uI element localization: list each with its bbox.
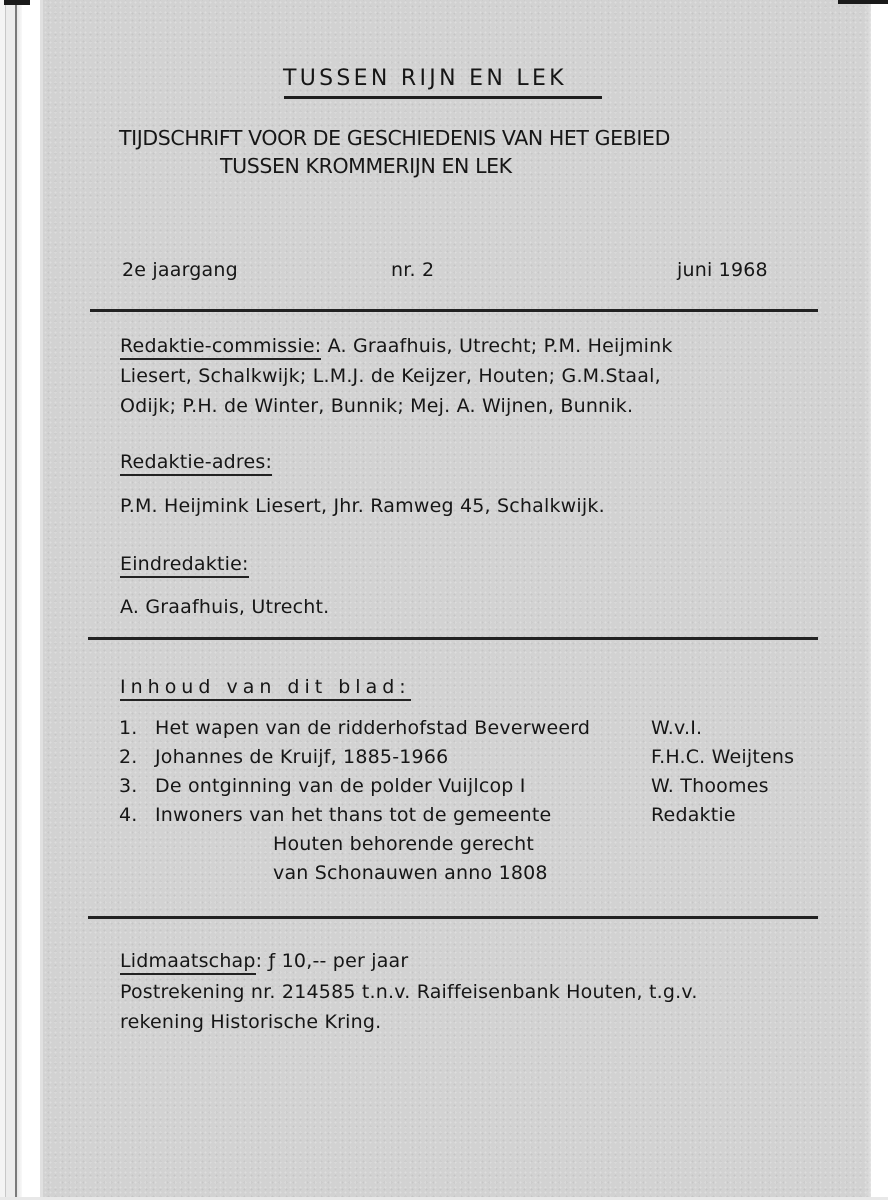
toc-item-title: De ontginning van de polder Vuijlcop I bbox=[155, 775, 526, 797]
account-line-2: rekening Historische Kring. bbox=[120, 1011, 382, 1033]
toc-item-number: 4. bbox=[119, 804, 138, 826]
final-editor-heading bbox=[120, 552, 249, 577]
issue-number: nr. 2 bbox=[391, 259, 435, 281]
journal-title: TUSSEN RIJN EN LEK bbox=[283, 66, 567, 91]
divider-1 bbox=[90, 309, 818, 312]
divider-2 bbox=[88, 637, 818, 640]
membership-label: Lidmaatschap bbox=[120, 950, 256, 975]
toc-item-title-continued: van Schonauwen anno 1808 bbox=[273, 862, 548, 884]
editorial-committee-label: Redaktie-commissie: bbox=[120, 335, 321, 360]
toc-item-title-continued: Houten behorende gerecht bbox=[273, 833, 535, 855]
editorial-committee-line-1 bbox=[120, 334, 673, 359]
top-left-shadow bbox=[4, 0, 30, 5]
contents-label: Inhoud van dit blad: bbox=[120, 676, 411, 701]
issue-date: juni 1968 bbox=[677, 259, 768, 281]
title-underline bbox=[284, 96, 602, 99]
toc-item-number: 1. bbox=[119, 717, 138, 739]
page-stack-edge bbox=[0, 0, 44, 1200]
editorial-address-value: P.M. Heijmink Liesert, Jhr. Ramweg 45, Schalkwijk. bbox=[120, 495, 605, 517]
contents-heading bbox=[120, 675, 411, 700]
top-right-shadow bbox=[838, 0, 888, 4]
editorial-address-heading bbox=[120, 450, 272, 475]
membership-fee: : ƒ 10,-- per jaar bbox=[255, 950, 409, 972]
toc-item-author: W. Thoomes bbox=[651, 775, 769, 797]
journal-subtitle-line-2: TUSSEN KROMMERIJN EN LEK bbox=[220, 154, 512, 178]
toc-item-number: 2. bbox=[119, 746, 138, 768]
final-editor-label: Eindredaktie: bbox=[120, 553, 249, 578]
editorial-committee-line-2: Liesert, Schalkwijk; L.M.J. de Keijzer, Houten; G.M.Staal, bbox=[120, 365, 661, 387]
final-editor-value: A. Graafhuis, Utrecht. bbox=[120, 596, 330, 618]
account-details: nr. 214585 t.n.v. Raiffeisenbank Houten, t.g.v. bbox=[244, 981, 698, 1003]
paper-right-edge bbox=[864, 0, 888, 1200]
account-line-1 bbox=[120, 980, 698, 1005]
toc-item-title: Het wapen van de ridderhofstad Beverweerd bbox=[155, 717, 591, 739]
toc-item-author: Redaktie bbox=[651, 804, 736, 826]
editorial-committee-line-3: Odijk; P.H. de Winter, Bunnik; Mej. A. Wijnen, Bunnik. bbox=[120, 395, 634, 417]
toc-item-author: F.H.C. Weijtens bbox=[651, 746, 795, 768]
journal-subtitle-line-1: TIJDSCHRIFT VOOR DE GESCHIEDENIS VAN HET GEBIED bbox=[119, 126, 670, 150]
account-label: Postrekening bbox=[120, 981, 245, 1003]
issue-volume: 2e jaargang bbox=[122, 259, 238, 281]
editorial-address-label: Redaktie-adres: bbox=[120, 451, 272, 476]
toc-item-title: Inwoners van het thans tot de gemeente bbox=[155, 804, 552, 826]
toc-item-author: W.v.I. bbox=[651, 717, 703, 739]
toc-item-number: 3. bbox=[119, 775, 138, 797]
divider-3 bbox=[88, 916, 818, 919]
editorial-committee-text-1: A. Graafhuis, Utrecht; P.M. Heijmink bbox=[321, 335, 673, 357]
membership-line bbox=[120, 949, 408, 974]
toc-item-title: Johannes de Kruijf, 1885-1966 bbox=[155, 746, 449, 768]
